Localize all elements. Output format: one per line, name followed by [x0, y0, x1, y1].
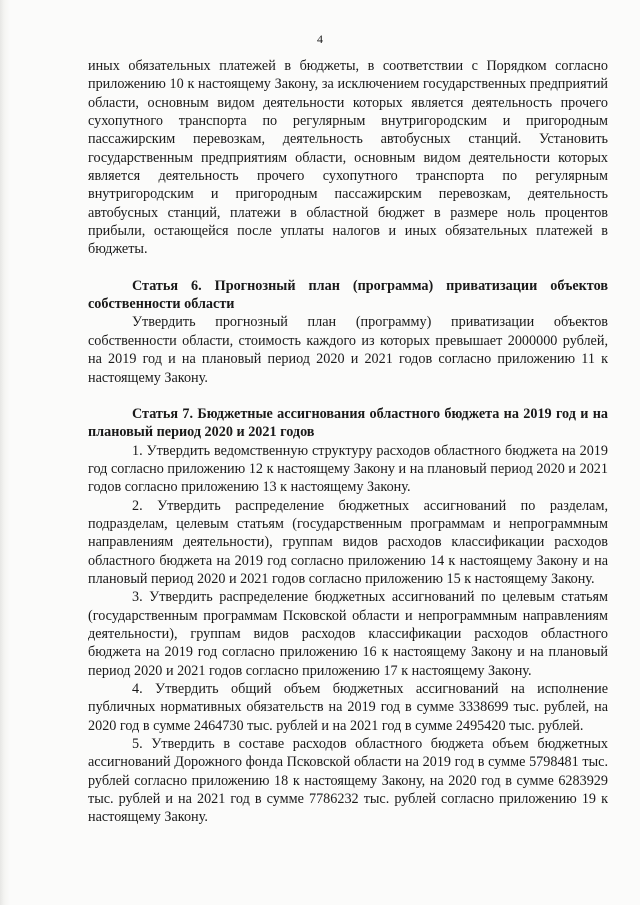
- article-7-item-2: 2. Утвердить распределение бюджетных ассигнований по разделам, подразделам, целевым статьям (государственным программам и непрограммным направлениям деятельности), группам видов расходов классификации расходов областного бюджета на 2019 год согласно приложению 14 к настоящему Закону и на плановый период 2020 и 2021 годов согласно приложению 15 к настоящему Закону.: [88, 497, 608, 587]
- page-number: 4: [317, 32, 323, 46]
- continued-paragraph: иных обязательных платежей в бюджеты, в соответствии с Порядком согласно приложению 10 к настоящему Закону, за исключением государственных предприятий области, основным видом деятельности которых является деятельность прочего сухопутного транспорта по регулярным внутригородским и пригородным пассажирским перевозкам, деятельность автобусных станций. Установить государственным предприятиям области, основным видом деятельности которых является деятельность прочего сухопутного транспорта по регулярным внутригородским и пригородным пассажирским перевозкам, деятельность автобусных станций, платежи в областной бюджет в размере ноль процентов прибыли, остающейся после уплаты налогов и иных обязательных платежей в бюджеты.: [88, 58, 608, 258]
- scan-edge: [0, 0, 10, 905]
- article-7-heading: Статья 7. Бюджетные ассигнования областного бюджета на 2019 год и на плановый период 2020 и 2021 годов: [88, 405, 608, 441]
- article-7-item-5: 5. Утвердить в составе расходов областного бюджета объем бюджетных ассигнований Дорожного фонда Псковской области на 2019 год в сумме 5798481 тыс. рублей согласно приложению 18 к настоящему Закону, на 2020 год в сумме 6283929 тыс. рублей и на 2021 год в сумме 7786232 тыс. рублей согласно приложению 19 к настоящему Закону.: [88, 736, 608, 826]
- article-7-item-1: 1. Утвердить ведомственную структуру расходов областного бюджета на 2019 год согласно приложению 12 к настоящему Закону и на плановый период 2020 и 2021 годов согласно приложению 13 к настоящему Закону.: [88, 442, 608, 496]
- article-7-item-3: 3. Утвердить распределение бюджетных ассигнований по целевым статьям (государственным программам Псковской области и непрограммным направлениям деятельности), группам видов расходов классификации расходов областного бюджета на 2019 год согласно приложению 16 к настоящему Закону и на плановый период 2020 и 2021 годов согласно приложению 17 к настоящему Закону.: [88, 589, 608, 679]
- article-6-text: Утвердить прогнозный план (программу) приватизации объектов собственности области, стоимость каждого из которых превышает 2000000 рублей, на 2019 год и на плановый период 2020 и 2021 годов согласно приложению 11 к настоящему Закону.: [88, 314, 608, 386]
- article-7-item-4: 4. Утвердить общий объем бюджетных ассигнований на исполнение публичных нормативных обязательств на 2019 год в сумме 3338699 тыс. рублей, на 2020 год в сумме 2464730 тыс. рублей и на 2021 год в сумме 2495420 тыс. рублей.: [88, 681, 608, 734]
- document-body: [88, 57, 608, 827]
- article-6-heading: Статья 6. Прогнозный план (программа) приватизации объектов собственности области: [88, 277, 608, 313]
